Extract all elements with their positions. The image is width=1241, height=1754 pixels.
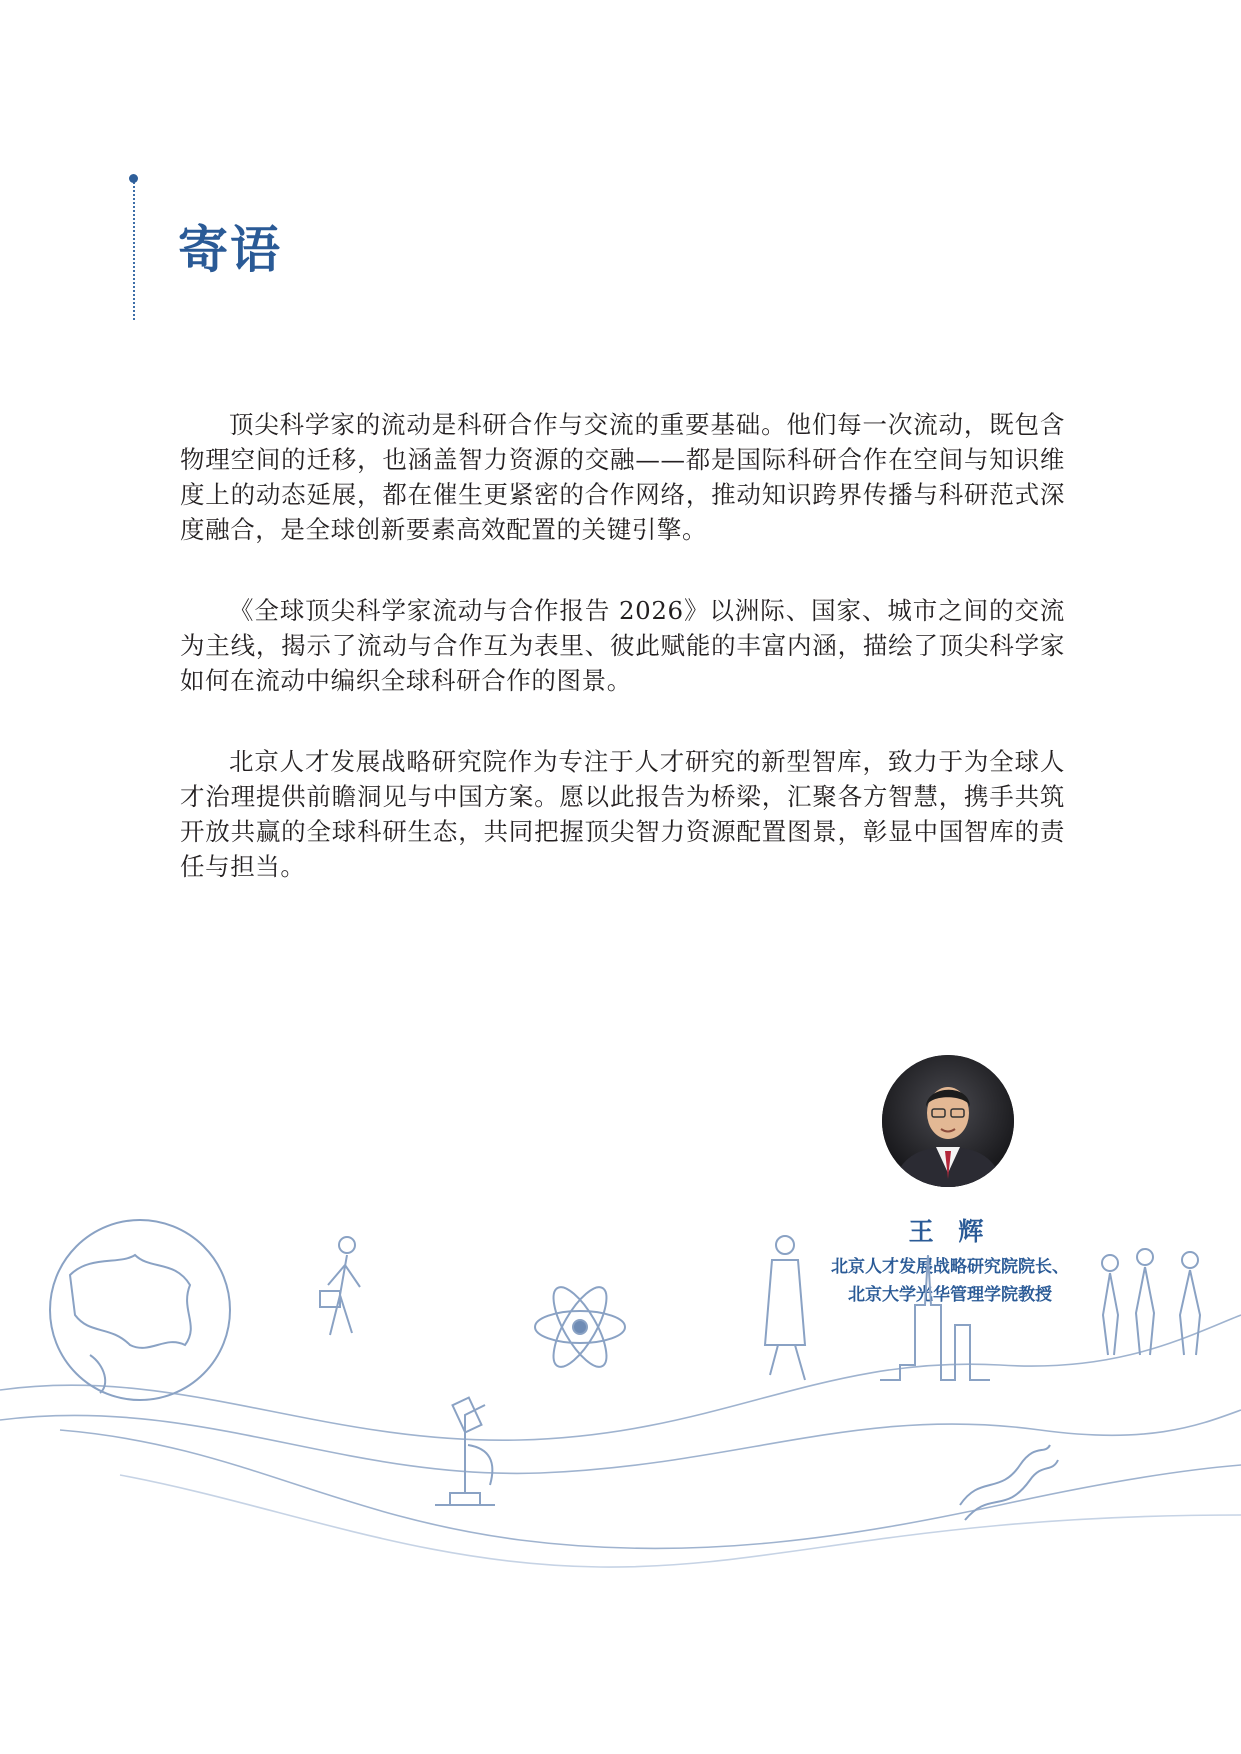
walking-person-icon [320, 1237, 360, 1335]
body-text [180, 407, 1065, 930]
decorative-illustration [0, 1215, 1241, 1595]
title-accent-dot [129, 174, 138, 183]
paragraph-2: 《全球顶尖科学家流动与合作报告 2026》以洲际、国家、城市之间的交流为主线，揭示了流动与合作互为表里、彼此赋能的丰富内涵，描绘了顶尖科学家如何在流动中编织全球科研合作的图景。 [180, 596, 1065, 695]
paragraph-3: 北京人才发展战略研究院作为专注于人才研究的新型智库，致力于为全球人才治理提供前瞻洞见与中国方案。愿以此报告为桥梁，汇聚各方智慧，携手共筑开放共赢的全球科研生态，共同把握顶尖智力资源配置图景，彰显中国智库的责任与担当。 [180, 747, 1065, 881]
dna-icon [960, 1445, 1058, 1520]
author-portrait [882, 1055, 1014, 1187]
paragraph-1: 顶尖科学家的流动是科研合作与交流的重要基础。他们每一次流动，既包含物理空间的迁移，也涵盖智力资源的交融——都是国际科研合作在空间与知识维度上的动态延展，都在催生更紧密的合作网络，推动知识跨界传播与科研范式深度融合，是全球创新要素高效配置的关键引擎。 [180, 410, 1065, 544]
author-title-line-2: 北京大学光华管理学院教授 [848, 1285, 1052, 1305]
page-title: 寄语 [178, 221, 282, 279]
city-skyline-icon [880, 1255, 990, 1380]
author-title-line-1: 北京人才发展战略研究院院长、 [831, 1257, 1069, 1277]
people-group-icon [1102, 1249, 1200, 1355]
scientist-icon [765, 1236, 805, 1380]
globe-icon [50, 1220, 230, 1400]
title-accent-line [133, 178, 135, 320]
atom-icon [535, 1280, 625, 1374]
microscope-icon [435, 1398, 495, 1505]
author-name: 王 辉 [908, 1217, 992, 1246]
